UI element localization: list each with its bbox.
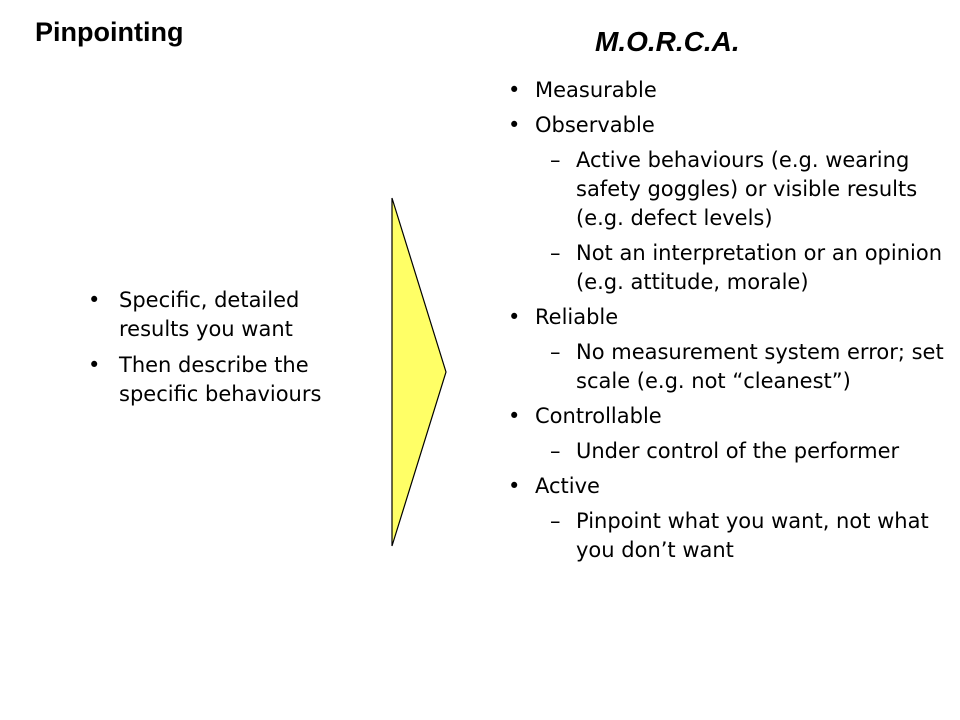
sub-bullet-item: – Active behaviours (e.g. wearing safety goggles) or visible results (e.g. defect levels) (550, 146, 948, 233)
sub-bullet-list (550, 146, 948, 297)
slide-title: Pinpointing (35, 17, 184, 47)
bullet-label: Observable (535, 113, 655, 137)
left-bullet-item: • Specific, detailed results you want (88, 286, 368, 344)
bullet-label: Controllable (535, 404, 662, 428)
sub-bullet-item: – Not an interpretation or an opinion (e.g. attitude, morale) (550, 239, 948, 297)
right-bullet-list (508, 76, 948, 571)
arrow-polygon (392, 198, 446, 546)
bullet-measurable (508, 76, 948, 105)
left-bullet-list (88, 286, 368, 416)
acronym-title: M.O.R.C.A. (595, 26, 740, 57)
sub-bullet-list (550, 437, 948, 466)
bullet-label: Active (535, 474, 600, 498)
bullet-label: Measurable (535, 78, 657, 102)
bullet-reliable (508, 303, 948, 396)
left-bullet-item: • Then describe the specific behaviours (88, 351, 368, 409)
bullet-active (508, 472, 948, 565)
bullet-label: Reliable (535, 305, 619, 329)
sub-bullet-item: – Pinpoint what you want, not what you don’t want (550, 507, 948, 565)
bullet-controllable (508, 402, 948, 466)
sub-bullet-item: – No measurement system error; set scale (e.g. not “cleanest”) (550, 338, 948, 396)
arrow-shape (388, 196, 450, 548)
sub-bullet-list (550, 338, 948, 396)
sub-bullet-item: – Under control of the performer (550, 437, 948, 466)
sub-bullet-list (550, 507, 948, 565)
bullet-observable (508, 111, 948, 297)
